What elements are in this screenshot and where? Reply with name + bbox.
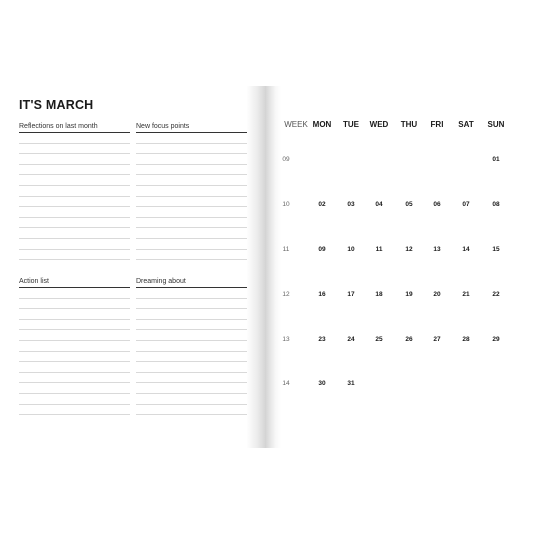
calendar-day[interactable]: 26 xyxy=(405,336,413,343)
planner-spread xyxy=(0,86,533,448)
ruled-line xyxy=(136,164,247,165)
ruled-line xyxy=(136,143,247,144)
calendar-day[interactable]: 22 xyxy=(492,291,500,298)
weekday-header-sat: SAT xyxy=(458,120,474,129)
weekday-header-mon: MON xyxy=(312,120,332,129)
calendar-day[interactable]: 29 xyxy=(492,336,500,343)
ruled-line xyxy=(19,414,130,415)
week-number: 11 xyxy=(282,246,290,253)
ruled-line xyxy=(19,143,130,144)
ruled-line xyxy=(136,404,247,405)
ruled-line xyxy=(19,217,130,218)
ruled-line xyxy=(19,308,130,309)
calendar-day[interactable]: 28 xyxy=(462,336,470,343)
weekday-header-thu: THU xyxy=(400,120,418,129)
focus-label: New focus points xyxy=(136,123,190,130)
calendar-day[interactable]: 23 xyxy=(318,336,326,343)
ruled-line xyxy=(19,259,130,260)
weekday-header-tue: TUE xyxy=(343,120,359,129)
ruled-line xyxy=(19,340,130,341)
ruled-line xyxy=(136,206,247,207)
dreaming-header-line xyxy=(136,287,247,288)
calendar-day[interactable]: 10 xyxy=(347,246,355,253)
ruled-line xyxy=(136,329,247,330)
calendar-day[interactable]: 18 xyxy=(375,291,383,298)
dreaming-label: Dreaming about xyxy=(136,278,186,285)
calendar-day[interactable]: 16 xyxy=(318,291,326,298)
ruled-line xyxy=(19,196,130,197)
focus-section xyxy=(136,122,247,133)
page-title: IT'S MARCH xyxy=(19,98,94,112)
ruled-line xyxy=(136,259,247,260)
ruled-line xyxy=(136,196,247,197)
right-page xyxy=(265,86,533,448)
ruled-line xyxy=(136,249,247,250)
calendar-day[interactable]: 07 xyxy=(462,201,470,208)
ruled-line xyxy=(19,164,130,165)
ruled-line xyxy=(136,340,247,341)
weekday-header-week: WEEK xyxy=(284,120,308,129)
ruled-line xyxy=(19,404,130,405)
ruled-line xyxy=(19,372,130,373)
week-number: 14 xyxy=(282,380,290,387)
calendar-day[interactable]: 14 xyxy=(462,246,470,253)
focus-header-line xyxy=(136,132,247,133)
calendar-day[interactable]: 01 xyxy=(492,156,500,163)
reflections-section xyxy=(19,122,130,133)
ruled-line xyxy=(19,206,130,207)
calendar-day[interactable]: 20 xyxy=(433,291,441,298)
ruled-line xyxy=(136,351,247,352)
ruled-line xyxy=(136,361,247,362)
ruled-line xyxy=(19,329,130,330)
calendar-day[interactable]: 09 xyxy=(318,246,326,253)
calendar-day[interactable]: 24 xyxy=(347,336,355,343)
calendar-day[interactable]: 21 xyxy=(462,291,470,298)
calendar-day[interactable]: 27 xyxy=(433,336,441,343)
ruled-line xyxy=(19,298,130,299)
actions-label: Action list xyxy=(19,278,49,285)
ruled-line xyxy=(136,217,247,218)
calendar-day[interactable]: 06 xyxy=(433,201,441,208)
ruled-line xyxy=(136,238,247,239)
calendar-day[interactable]: 04 xyxy=(375,201,383,208)
weekday-header-wed: WED xyxy=(369,120,389,129)
calendar-day[interactable]: 02 xyxy=(318,201,326,208)
calendar-day[interactable]: 15 xyxy=(492,246,500,253)
actions-header-line xyxy=(19,287,130,288)
calendar-day[interactable]: 25 xyxy=(375,336,383,343)
ruled-line xyxy=(136,372,247,373)
week-number: 13 xyxy=(282,336,290,343)
ruled-line xyxy=(19,238,130,239)
calendar-day[interactable]: 11 xyxy=(375,246,383,253)
ruled-line xyxy=(19,185,130,186)
reflections-header-line xyxy=(19,132,130,133)
week-number: 10 xyxy=(282,201,290,208)
ruled-line xyxy=(136,393,247,394)
week-number: 12 xyxy=(282,291,290,298)
left-page xyxy=(0,86,265,448)
reflections-label: Reflections on last month xyxy=(19,123,98,130)
calendar-day[interactable]: 12 xyxy=(405,246,413,253)
calendar-day[interactable]: 13 xyxy=(433,246,441,253)
ruled-line xyxy=(136,414,247,415)
ruled-line xyxy=(136,298,247,299)
ruled-line xyxy=(19,393,130,394)
weekday-header-sun: SUN xyxy=(487,120,505,129)
ruled-line xyxy=(136,227,247,228)
calendar-day[interactable]: 30 xyxy=(318,380,326,387)
ruled-line xyxy=(19,227,130,228)
ruled-line xyxy=(19,319,130,320)
ruled-line xyxy=(136,308,247,309)
calendar-day[interactable]: 31 xyxy=(347,380,355,387)
calendar-day[interactable]: 05 xyxy=(405,201,413,208)
calendar-day[interactable]: 03 xyxy=(347,201,355,208)
ruled-line xyxy=(136,185,247,186)
ruled-line xyxy=(136,319,247,320)
calendar-day[interactable]: 17 xyxy=(347,291,355,298)
calendar-day[interactable]: 19 xyxy=(405,291,413,298)
actions-section xyxy=(19,277,130,288)
ruled-line xyxy=(19,361,130,362)
dreaming-section xyxy=(136,277,247,288)
ruled-line xyxy=(19,153,130,154)
weekday-header-fri: FRI xyxy=(430,120,444,129)
ruled-line xyxy=(19,382,130,383)
ruled-line xyxy=(136,153,247,154)
calendar-day[interactable]: 08 xyxy=(492,201,500,208)
ruled-line xyxy=(19,174,130,175)
ruled-line xyxy=(136,382,247,383)
ruled-line xyxy=(19,351,130,352)
week-number: 09 xyxy=(282,156,290,163)
ruled-line xyxy=(136,174,247,175)
ruled-line xyxy=(19,249,130,250)
